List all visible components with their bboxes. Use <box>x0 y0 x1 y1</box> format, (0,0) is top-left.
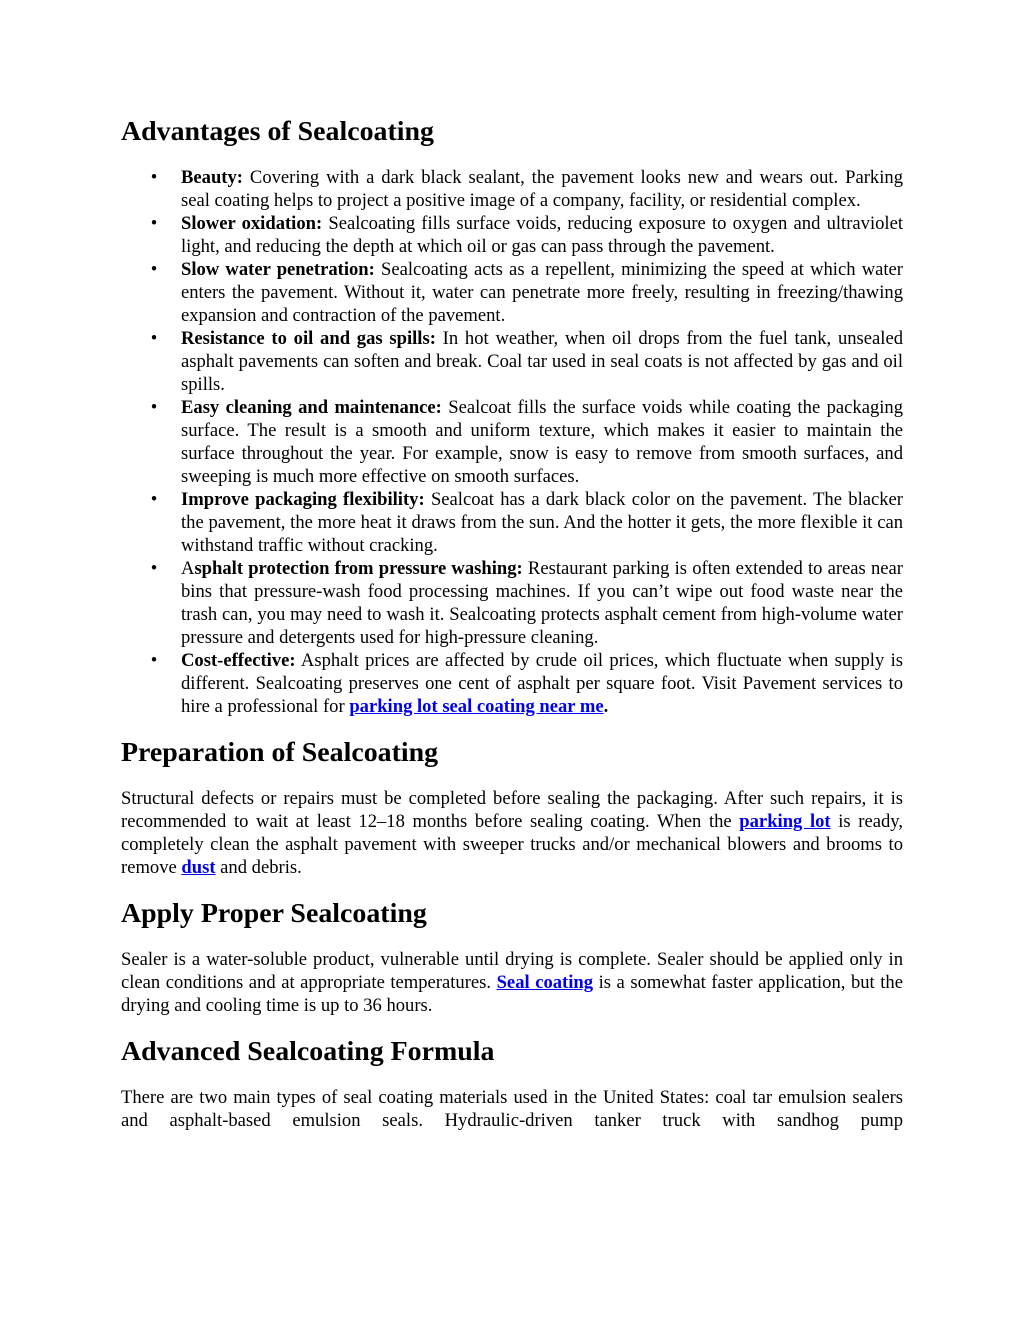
item-term: Easy cleaning and maintenance: <box>181 397 442 418</box>
bullet-icon: • <box>150 558 158 579</box>
list-item-slower-oxidation <box>121 212 903 258</box>
item-text: Sealcoat has a dark black color on the pavement. The blacker the pavement, the more heat it draws from the sun. And the hotter it gets, the more flexible it can withstand traffic without cracking. <box>181 489 903 556</box>
item-text: Sealcoating acts as a repellent, minimizing the speed at which water enters the pavement. Without it, water can penetrate more freely, resulting in freezing/thawing expansion and contraction of the pavement. <box>181 259 903 326</box>
item-term: Cost-effective: <box>181 650 296 671</box>
item-text: Asphalt prices are affected by crude oil prices, which fluctuate when supply is different. Sealcoating preserves one cent of asphalt per square foot. Visit Pavement services to hire a professional for <box>181 650 903 717</box>
bullet-icon: • <box>150 489 158 510</box>
item-text: Restaurant parking is often extended to areas near bins that pressure-wash food processing machines. If you can’t wipe out food waste near the trash can, you may need to wash it. Sealcoating protects asphalt cement from high-volume water pressure and detergents used for high-pressure cleaning. <box>181 558 903 648</box>
item-term: Resistance to oil and gas spills: <box>181 328 436 349</box>
heading-advantages: Advantages of Sealcoating <box>121 116 434 147</box>
link-seal-coating[interactable]: Seal coating <box>496 972 594 993</box>
item-term: Slow water penetration: <box>181 259 375 280</box>
paragraph-apply <box>121 948 903 1017</box>
heading-apply: Apply Proper Sealcoating <box>121 898 427 929</box>
bullet-icon: • <box>150 259 158 280</box>
list-item-cost-effective <box>121 649 903 718</box>
bullet-icon: • <box>150 213 158 234</box>
item-text: In hot weather, when oil drops from the fuel tank, unsealed asphalt pavements can soften and break. Coal tar used in seal coats is not affected by gas and oil spills. <box>181 328 903 395</box>
bullet-icon: • <box>150 397 158 418</box>
link-parking-lot-seal-coating[interactable]: parking lot seal coating near me <box>349 696 604 717</box>
paragraph-text: Sealer is a water-soluble product, vulnerable until drying is complete. Sealer should be applied only in clean conditions and at appropriate temperatures. <box>121 949 903 993</box>
list-item-easy-cleaning <box>121 396 903 488</box>
list-item-slow-water-penetration <box>121 258 903 327</box>
list-item-resistance-oil-gas <box>121 327 903 396</box>
bullet-icon: • <box>150 167 158 188</box>
paragraph-formula <box>121 1086 903 1132</box>
item-term: Slower oxidation: <box>181 213 323 234</box>
paragraph-text: is ready, completely clean the asphalt pavement with sweeper trucks and/or mechanical blowers and brooms to remove <box>121 811 903 878</box>
item-term: Improve packaging flexibility: <box>181 489 425 510</box>
paragraph-preparation <box>121 787 903 879</box>
bullet-icon: • <box>150 650 158 671</box>
list-item-flexibility <box>121 488 903 557</box>
bullet-icon: • <box>150 328 158 349</box>
item-term: sphalt protection from pressure washing: <box>194 558 523 579</box>
list-item-beauty <box>121 166 903 212</box>
link-parking-lot[interactable]: parking lot <box>739 811 831 832</box>
paragraph-text: There are two main types of seal coating materials used in the United States: coal tar emulsion sealers and asphalt-based emulsion seals. Hydraulic-driven tanker truck with sandhog pump <box>121 1087 903 1131</box>
document-page <box>121 116 904 1132</box>
item-text: Sealcoating fills surface voids, reducing exposure to oxygen and ultraviolet light, and reducing the depth at which oil or gas can pass through the pavement. <box>181 213 904 257</box>
paragraph-text: is a somewhat faster application, but the drying and cooling time is up to 36 hours. <box>121 972 903 1016</box>
heading-formula: Advanced Sealcoating Formula <box>121 1036 495 1067</box>
link-dust[interactable]: dust <box>181 857 216 878</box>
item-term: Beauty: <box>181 167 243 188</box>
item-tail: . <box>603 696 609 717</box>
item-text: Sealcoat fills the surface voids while coating the packaging surface. The result is a smooth and uniform texture, which makes it easier to maintain the surface throughout the year. For example, snow is easy to remove from smooth surfaces, and sweeping is much more effective on smooth surfaces. <box>181 397 904 487</box>
advantages-list <box>121 166 903 718</box>
heading-preparation: Preparation of Sealcoating <box>121 737 439 768</box>
list-item-pressure-washing <box>121 557 903 649</box>
item-term-prefix: A <box>181 558 195 579</box>
paragraph-text: and debris. <box>215 857 302 878</box>
paragraph-text: Structural defects or repairs must be completed before sealing the packaging. After such repairs, it is recommended to wait at least 12–18 months before sealing coating. When the <box>121 788 903 832</box>
item-text: Covering with a dark black sealant, the pavement looks new and wears out. Parking seal coating helps to project a positive image of a company, facility, or residential complex. <box>181 167 903 211</box>
